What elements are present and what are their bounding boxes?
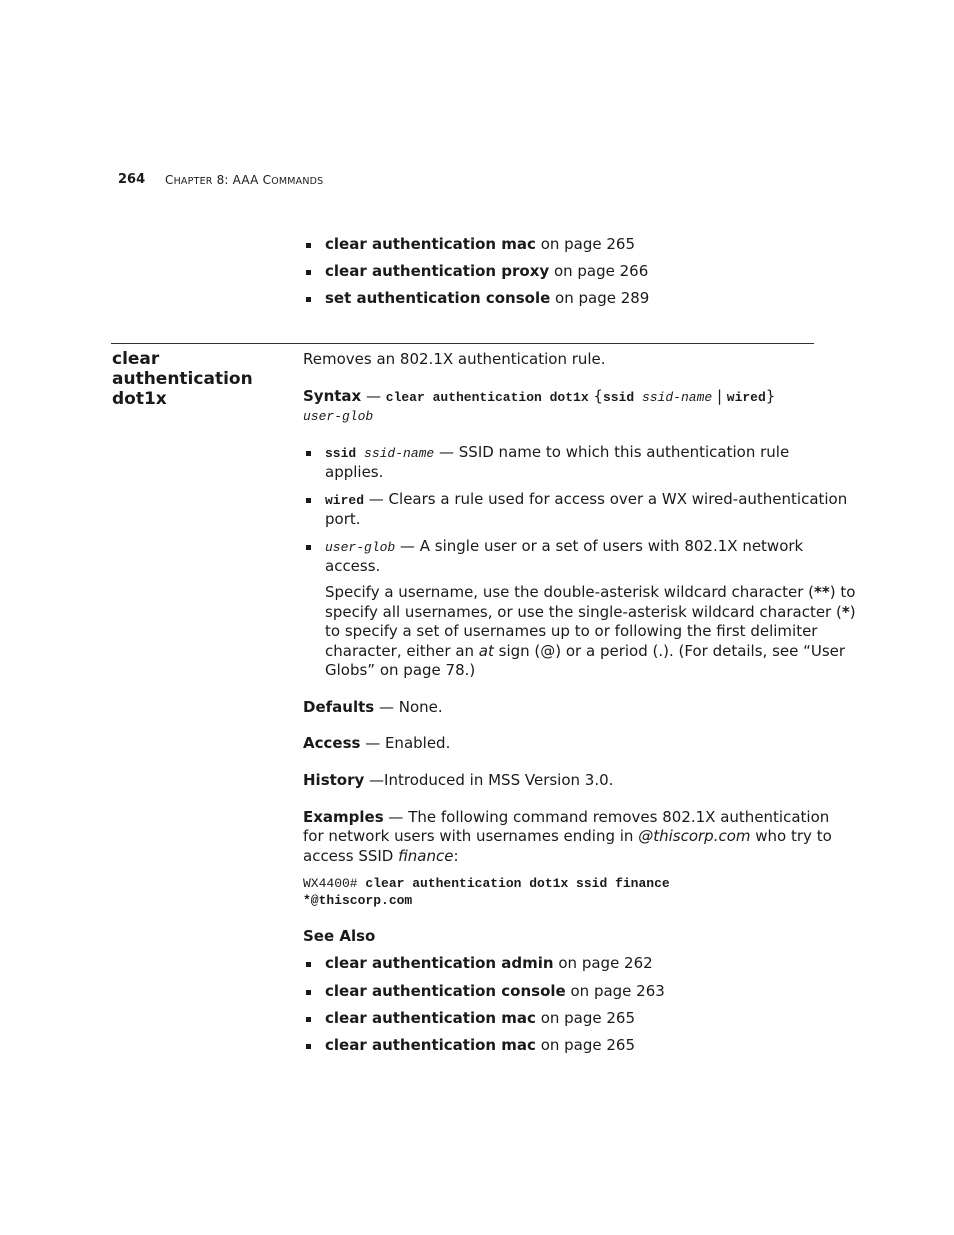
- code-example: [303, 876, 670, 891]
- cross-ref-page: on page 262: [553, 954, 653, 972]
- bullet-icon: [306, 451, 311, 456]
- cross-ref-page: on page 263: [565, 982, 665, 1000]
- bullet-icon: [306, 1017, 311, 1022]
- param-item: [325, 490, 847, 508]
- examples-text: who try to: [750, 827, 832, 845]
- see-also-item[interactable]: [325, 1036, 635, 1054]
- detail-line: [325, 603, 856, 621]
- param-item: [325, 537, 803, 555]
- param-text-cont: access.: [325, 557, 381, 575]
- access-label: Access: [303, 734, 361, 752]
- history-text: —Introduced in MSS Version 3.0.: [364, 771, 614, 789]
- examples-text: — The following command removes 802.1X authentication: [383, 808, 830, 826]
- examples-domain: @thiscorp.com: [638, 827, 751, 845]
- see-also-heading: See Also: [303, 927, 376, 945]
- history-label: History: [303, 771, 365, 789]
- syntax-brace: {: [588, 387, 603, 405]
- syntax-brace: }: [765, 387, 776, 405]
- section-title-line: clear authentication: [112, 349, 253, 389]
- bullet-icon: [306, 545, 311, 550]
- history-line: [303, 771, 613, 789]
- cross-ref-command: clear authentication admin: [325, 954, 554, 972]
- detail-text: specify all usernames, or use the single-asterisk wildcard character (: [325, 603, 842, 621]
- param-code: wired: [325, 493, 365, 508]
- param-code: ssid: [325, 446, 357, 461]
- cross-ref-command: set authentication console: [325, 289, 551, 307]
- bullet-icon: [306, 297, 311, 302]
- code-prompt: WX4400#: [303, 876, 366, 891]
- syntax-wired: wired: [726, 390, 766, 405]
- see-also-item[interactable]: [325, 982, 665, 1000]
- section-title: [112, 349, 292, 409]
- syntax-command: clear authentication dot1x: [385, 390, 589, 405]
- param-text-cont: applies.: [325, 463, 384, 481]
- cross-ref-page: on page 266: [549, 262, 649, 280]
- running-head-c: C: [165, 173, 174, 187]
- detail-italic: at: [478, 642, 494, 660]
- examples-text: for network users with usernames ending in: [303, 827, 639, 845]
- top-list-item[interactable]: [325, 235, 635, 253]
- running-head-num: 8: AAA C: [212, 173, 272, 187]
- detail-text: ) to: [829, 583, 856, 601]
- examples-line: [303, 827, 832, 845]
- detail-line: [325, 642, 845, 660]
- syntax-ssid-name: ssid-name: [634, 390, 713, 405]
- detail-line: [325, 583, 855, 601]
- section-rule: [111, 343, 814, 344]
- syntax-label: Syntax: [303, 387, 362, 405]
- syntax-pipe: |: [712, 387, 727, 405]
- cross-ref-page: on page 265: [535, 1036, 636, 1054]
- code-command: clear authentication dot1x ssid finance: [365, 876, 670, 891]
- syntax-line: [303, 387, 775, 405]
- bullet-icon: [306, 243, 311, 248]
- cross-ref-page: on page 265: [535, 235, 636, 253]
- defaults-label: Defaults: [303, 698, 375, 716]
- bullet-icon: [306, 962, 311, 967]
- cross-ref-command: clear authentication mac: [325, 1009, 536, 1027]
- cross-ref-page: on page 265: [535, 1009, 636, 1027]
- detail-text: character, either an: [325, 642, 479, 660]
- bullet-icon: [306, 498, 311, 503]
- detail-text: sign (@) or a period (.). (For details, see “User: [493, 642, 846, 660]
- access-text: — Enabled.: [360, 734, 451, 752]
- detail-line: to specify a set of usernames up to or following the first delimiter: [325, 622, 818, 640]
- cross-ref-command: clear authentication console: [325, 982, 566, 1000]
- see-also-item[interactable]: [325, 954, 653, 972]
- page-number: 264: [118, 172, 146, 187]
- running-head-commands: OMMANDS: [271, 176, 324, 187]
- detail-line: Globs” on page 78.): [325, 661, 476, 679]
- code-command-cont: *@thiscorp.com: [303, 893, 413, 908]
- param-text: — Clears a rule used for access over a WX wired-authentication: [364, 490, 848, 508]
- examples-line: [303, 808, 829, 826]
- cross-ref-command: clear authentication mac: [325, 1036, 536, 1054]
- param-item: [325, 443, 789, 461]
- access-line: [303, 734, 450, 752]
- bullet-icon: [306, 270, 311, 275]
- defaults-line: [303, 698, 443, 716]
- param-code-italic: ssid-name: [356, 446, 435, 461]
- bullet-icon: [306, 990, 311, 995]
- examples-text: :: [453, 847, 459, 865]
- section-description: Removes an 802.1X authentication rule.: [303, 350, 606, 368]
- section-title-line: dot1x: [112, 389, 167, 409]
- syntax-user-glob: user-glob: [303, 409, 374, 424]
- cross-ref-command: clear authentication mac: [325, 235, 536, 253]
- cross-ref-page: on page 289: [550, 289, 650, 307]
- top-list-item[interactable]: [325, 289, 649, 307]
- running-head-chapter: HAPTER: [173, 176, 213, 187]
- detail-text: Specify a username, use the double-asterisk wildcard character (: [325, 583, 815, 601]
- examples-line: [303, 847, 459, 865]
- examples-label: Examples: [303, 808, 384, 826]
- bullet-icon: [306, 1044, 311, 1049]
- detail-text: ): [849, 603, 856, 621]
- top-list-item[interactable]: [325, 262, 648, 280]
- cross-ref-command: clear authentication proxy: [325, 262, 550, 280]
- syntax-dash: —: [361, 387, 386, 405]
- running-head: [165, 173, 323, 187]
- syntax-ssid: ssid: [602, 390, 635, 405]
- defaults-text: — None.: [374, 698, 443, 716]
- param-text: — SSID name to which this authentication rule: [434, 443, 790, 461]
- param-text: — A single user or a set of users with 802.1X network: [395, 537, 804, 555]
- detail-wildcard: *: [841, 603, 850, 621]
- detail-wildcard: **: [814, 583, 830, 601]
- see-also-item[interactable]: [325, 1009, 635, 1027]
- examples-text: access SSID: [303, 847, 399, 865]
- examples-ssid: finance: [398, 847, 454, 865]
- param-code-italic: user-glob: [325, 540, 396, 555]
- param-text-cont: port.: [325, 510, 361, 528]
